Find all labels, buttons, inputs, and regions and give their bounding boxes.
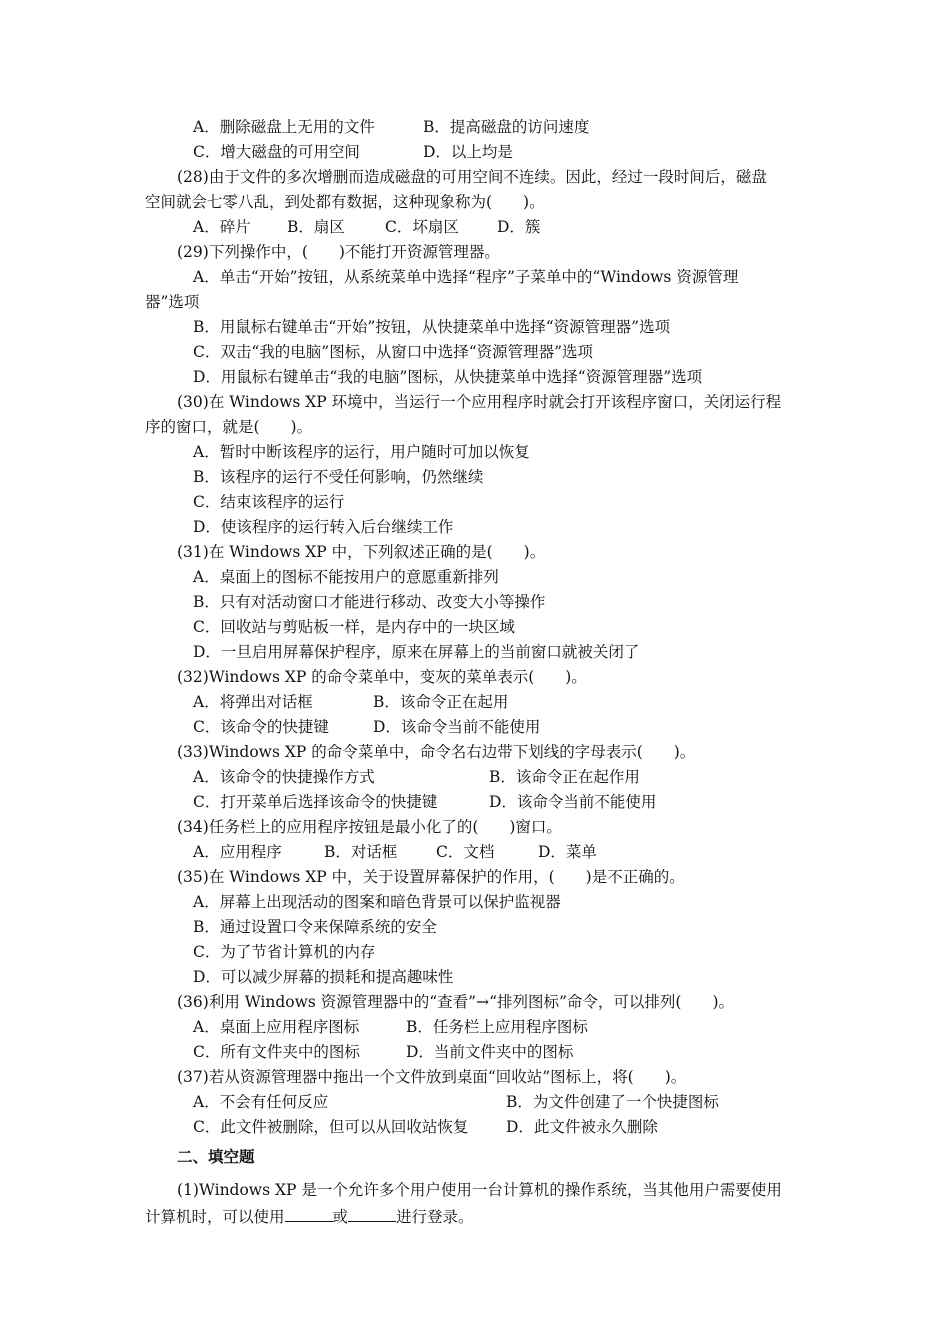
q35-option-b: B．通过设置口令来保障系统的安全 xyxy=(193,918,437,936)
q33-option-a: A．该命令的快捷操作方式 xyxy=(193,768,375,786)
q30-option-a: A．暂时中断该程序的运行，用户随时可加以恢复 xyxy=(193,443,530,461)
q28-option-a: A．碎片 xyxy=(193,218,251,236)
fill-blank-2[interactable] xyxy=(348,1203,396,1222)
fill-q1-text-3: 进行登录。 xyxy=(396,1208,474,1226)
q31-option-d: D．一旦启用屏幕保护程序，原来在屏幕上的当前窗口就被关闭了 xyxy=(193,643,640,661)
q29-option-b: B．用鼠标右键单击“开始”按钮，从快捷菜单中选择“资源管理器”选项 xyxy=(193,318,671,336)
fill-q1-line1: (1)Windows XP 是一个允许多个用户使用一台计算机的操作系统，当其他用户需要使用 xyxy=(177,1181,782,1199)
q27-option-c: C．增大磁盘的可用空间 xyxy=(193,143,360,161)
q30-stem-line1: (30)在 Windows XP 环境中，当运行一个应用程序时就会打开该程序窗口，关闭运行程 xyxy=(177,393,782,411)
q27-option-a: A．删除磁盘上无用的文件 xyxy=(193,118,375,136)
fill-q1-text-2: 或 xyxy=(332,1208,349,1226)
q36-stem: (36)利用 Windows 资源管理器中的“查看”→“排列图标”命令，可以排列( )。 xyxy=(177,993,735,1011)
q28-option-c: C．坏扇区 xyxy=(385,218,459,236)
q37-option-d: D．此文件被永久删除 xyxy=(506,1118,658,1136)
q29-option-d: D．用鼠标右键单击“我的电脑”图标，从快捷菜单中选择“资源管理器”选项 xyxy=(193,368,703,386)
q27-option-b: B．提高磁盘的访问速度 xyxy=(423,118,590,136)
q31-option-b: B．只有对活动窗口才能进行移动、改变大小等操作 xyxy=(193,593,546,611)
q28-option-d: D．簇 xyxy=(497,218,541,236)
q31-option-c: C．回收站与剪贴板一样，是内存中的一块区域 xyxy=(193,618,515,636)
q34-stem: (34)任务栏上的应用程序按钮是最小化了的( )窗口。 xyxy=(177,818,562,836)
q27-option-d: D．以上均是 xyxy=(423,143,513,161)
section-heading: 二、填空题 xyxy=(177,1148,255,1166)
q32-option-d: D．该命令当前不能使用 xyxy=(373,718,541,736)
q37-stem: (37)若从资源管理器中拖出一个文件放到桌面“回收站”图标上，将( )。 xyxy=(177,1068,687,1086)
fill-blank-1[interactable] xyxy=(285,1203,333,1222)
q35-option-a: A．屏幕上出现活动的图案和暗色背景可以保护监视器 xyxy=(193,893,561,911)
q29-option-a-line1: A．单击“开始”按钮，从系统菜单中选择“程序”子菜单中的“Windows 资源管理 xyxy=(193,268,739,286)
fill-q1-text-1: 计算机时，可以使用 xyxy=(145,1208,285,1226)
q36-option-c: C．所有文件夹中的图标 xyxy=(193,1043,360,1061)
q35-option-d: D．可以减少屏幕的损耗和提高趣味性 xyxy=(193,968,454,986)
q37-option-b: B．为文件创建了一个快捷图标 xyxy=(506,1093,719,1111)
q30-option-d: D．使该程序的运行转入后台继续工作 xyxy=(193,518,454,536)
q32-stem: (32)Windows XP 的命令菜单中，变灰的菜单表示( )。 xyxy=(177,668,587,686)
q35-option-c: C．为了节省计算机的内存 xyxy=(193,943,376,961)
q34-option-a: A．应用程序 xyxy=(193,843,282,861)
q36-option-b: B．任务栏上应用程序图标 xyxy=(406,1018,588,1036)
q33-stem: (33)Windows XP 的命令菜单中，命令名右边带下划线的字母表示( )。 xyxy=(177,743,696,761)
q29-option-a-line2: 器”选项 xyxy=(145,293,200,311)
q36-option-a: A．桌面上应用程序图标 xyxy=(193,1018,360,1036)
q30-option-b: B．该程序的运行不受任何影响，仍然继续 xyxy=(193,468,484,486)
q35-stem: (35)在 Windows XP 中，关于设置屏幕保护的作用，( )是不正确的。 xyxy=(177,868,685,886)
q32-option-c: C．该命令的快捷键 xyxy=(193,718,329,736)
fill-q1-line2 xyxy=(145,1203,474,1230)
q28-stem-line1: (28)由于文件的多次增删而造成磁盘的可用空间不连续。因此，经过一段时间后，磁盘 xyxy=(177,168,767,186)
q33-option-b: B．该命令正在起作用 xyxy=(489,768,640,786)
q31-option-a: A．桌面上的图标不能按用户的意愿重新排列 xyxy=(193,568,499,586)
q29-option-c: C．双击“我的电脑”图标，从窗口中选择“资源管理器”选项 xyxy=(193,343,594,361)
q33-option-d: D．该命令当前不能使用 xyxy=(489,793,657,811)
q30-stem-line2: 序的窗口，就是( )。 xyxy=(145,418,313,436)
q31-stem: (31)在 Windows XP 中，下列叙述正确的是( )。 xyxy=(177,543,546,561)
q28-stem-line2: 空间就会七零八乱，到处都有数据，这种现象称为( )。 xyxy=(145,193,545,211)
q36-option-d: D．当前文件夹中的图标 xyxy=(406,1043,574,1061)
q37-option-c: C．此文件被删除，但可以从回收站恢复 xyxy=(193,1118,469,1136)
q32-option-b: B．该命令正在起用 xyxy=(373,693,509,711)
q30-option-c: C．结束该程序的运行 xyxy=(193,493,345,511)
q28-option-b: B．扇区 xyxy=(287,218,345,236)
q29-stem: (29)下列操作中，( )不能打开资源管理器。 xyxy=(177,243,500,261)
q32-option-a: A．将弹出对话框 xyxy=(193,693,313,711)
q34-option-b: B．对话框 xyxy=(324,843,398,861)
q37-option-a: A．不会有任何反应 xyxy=(193,1093,329,1111)
q34-option-c: C．文档 xyxy=(436,843,495,861)
q33-option-c: C．打开菜单后选择该命令的快捷键 xyxy=(193,793,438,811)
q34-option-d: D．菜单 xyxy=(538,843,597,861)
